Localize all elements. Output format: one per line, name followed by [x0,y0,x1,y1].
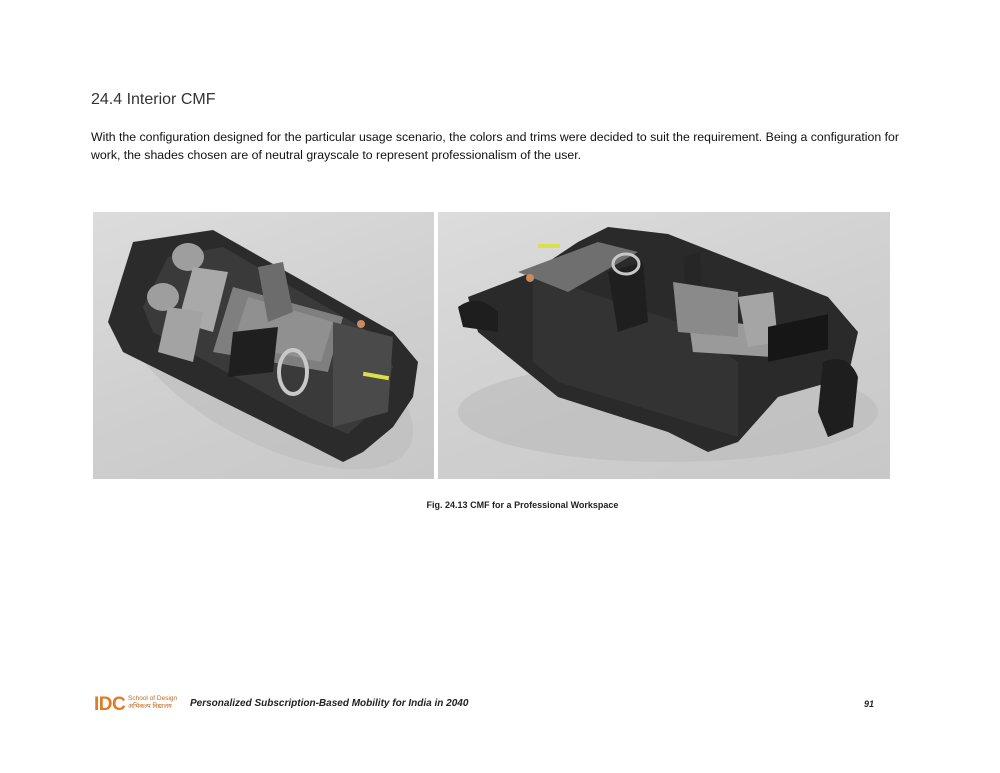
idc-logo-subtitle [128,695,177,711]
vehicle-render-top-view [93,212,434,479]
vehicle-render-angled-view [438,212,890,479]
figure-caption: Fig. 24.13 CMF for a Professional Workspace [426,500,619,510]
body-paragraph: With the configuration designed for the particular usage scenario, the colors and trims were decided to suit the requirement. Being a configuration for work, the shades chosen are of neutral grayscale to represent professionalism of the user. [91,130,899,162]
idc-logo: IDC [94,694,126,715]
section-heading: 24.4 Interior CMF [91,91,216,108]
page-number: 91 [864,699,875,709]
logo-sub-line-1: School of Design [128,695,178,702]
footer-title: Personalized Subscription-Based Mobility for India in 2040 [190,698,469,709]
page-footer [94,694,884,716]
logo-sub-line-2: अभिकल्प विद्यालय [128,703,172,710]
